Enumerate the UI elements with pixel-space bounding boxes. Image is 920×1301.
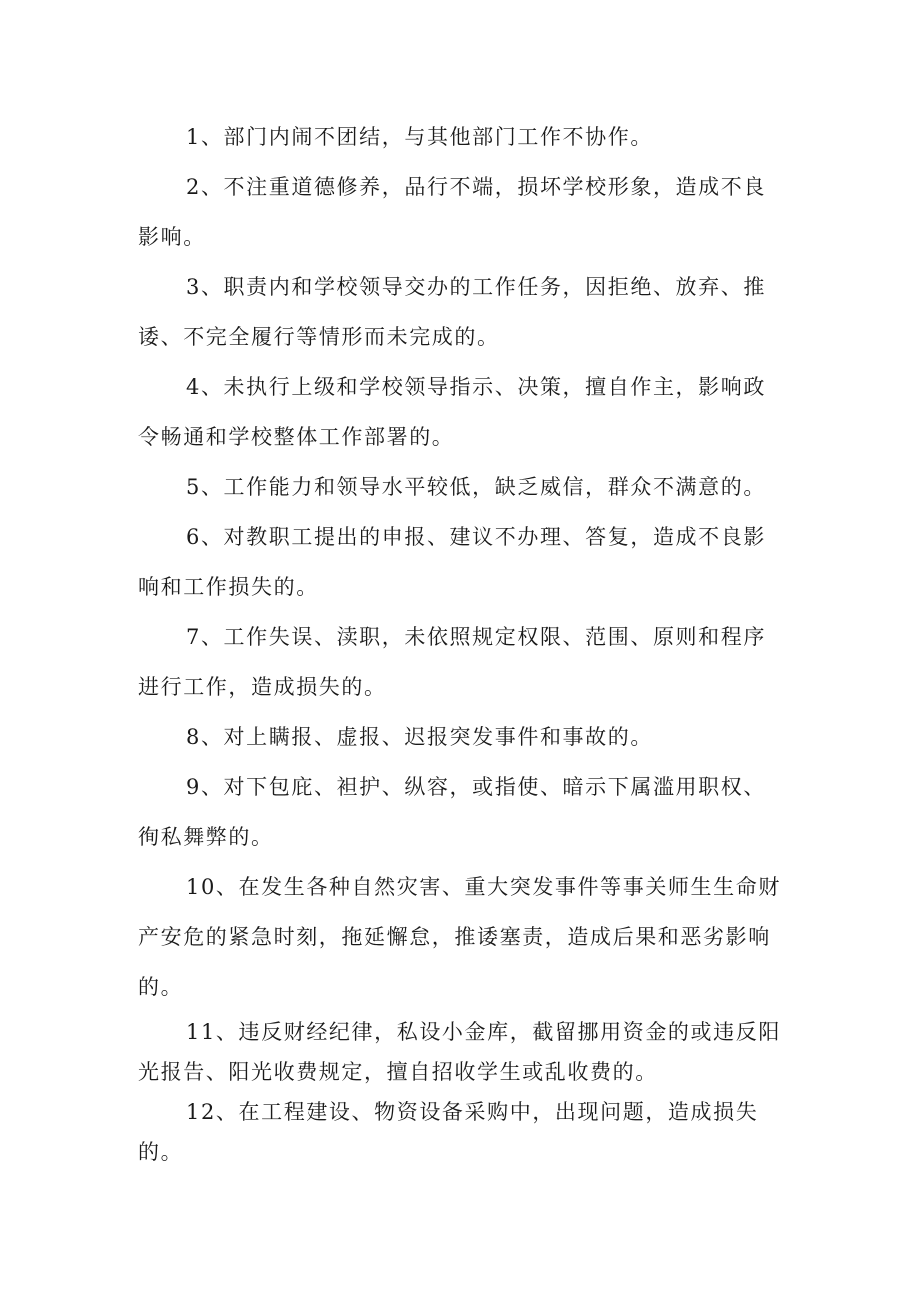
list-item: 12、在工程建设、物资设备采购中，出现问题，造成损失的。: [138, 1100, 759, 1164]
list-item: 6、对教职工提出的申报、建议不办理、答复，造成不良影响和工作损失的。: [138, 525, 766, 599]
list-item: 5、工作能力和领导水平较低，缺乏威信，群众不满意的。: [186, 475, 766, 499]
list-item: 4、未执行上级和学校领导指示、决策，擅自作主，影响政令畅通和学校整体工作部署的。: [138, 375, 766, 449]
list-item: 8、对上瞒报、虚报、迟报突发事件和事故的。: [186, 725, 653, 749]
list-item: 9、对下包庇、袒护、纵容，或指使、暗示下属滥用职权、徇私舞弊的。: [138, 775, 766, 849]
document-body: [138, 112, 786, 1172]
list-item: 11、违反财经纪律，私设小金库，截留挪用资金的或违反阳光报告、阳光收费规定，擅自招收学生或乱收费的。: [138, 1020, 781, 1084]
list-item: 1、部门内闹不团结，与其他部门工作不协作。: [186, 125, 653, 149]
list-item: 3、职责内和学校领导交办的工作任务，因拒绝、放弃、推诿、不完全履行等情形而未完成的。: [138, 275, 766, 349]
list-item: 7、工作失误、渎职，未依照规定权限、范围、原则和程序进行工作，造成损失的。: [138, 625, 766, 699]
list-item: 2、不注重道德修养，品行不端，损坏学校形象，造成不良影响。: [138, 175, 766, 249]
list-item: 10、在发生各种自然灾害、重大突发事件等事关师生生命财产安危的紧急时刻，拖延懈怠，推诿塞责，造成后果和恶劣影响的。: [138, 875, 781, 999]
